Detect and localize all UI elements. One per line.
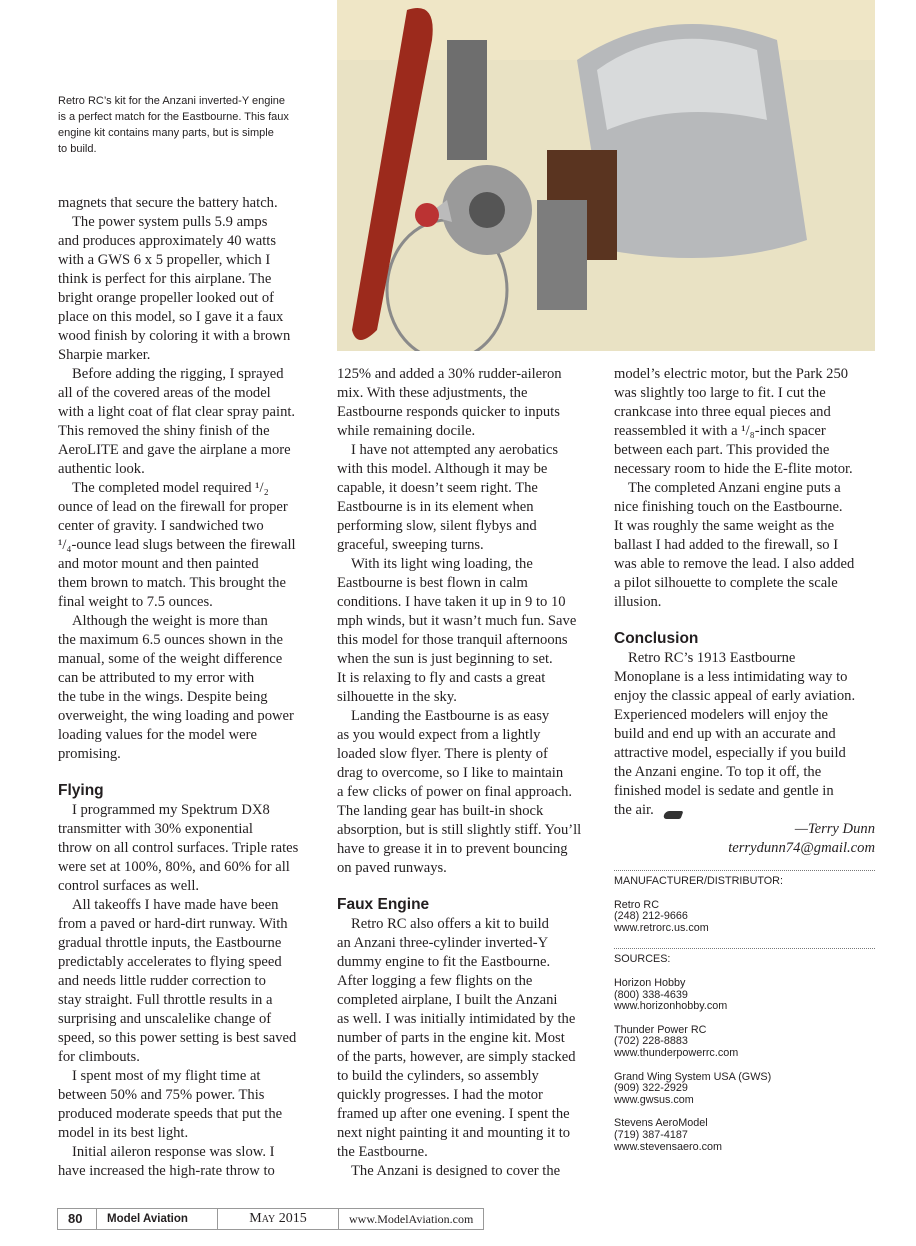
- page-footer: [57, 1208, 484, 1230]
- section-heading-faux-engine: Faux Engine: [337, 896, 430, 913]
- paragraph: Retro RC also offers a kit to build an Anzani three-cylinder inverted-Y dummy engine to fit the Eastbourne. After logging a few flights on the completed airplane, I built the Anzani as well. I was initially intimidated by the number of parts in the engine kit. Most of the parts, however, are simply stacked to build the cylinders, so assembly quickly progresses. I had the motor framed up after one evening. I spent the next night painting it and mounting it to the Eastbourne.: [337, 916, 576, 1160]
- page-number: 80: [58, 1209, 97, 1229]
- paragraph: I spent most of my flight time at between 50% and 75% power. This produced moderate speeds that put the model in its best light.: [58, 1068, 283, 1141]
- photo-caption: Retro RC’s kit for the Anzani inverted-Y engine is a perfect match for the Eastbourne. This faux engine kit contains many parts, but is simple to build.: [58, 95, 289, 155]
- paragraph: magnets that secure the battery hatch.: [58, 195, 278, 211]
- manufacturer-heading: MANUFACTURER/DISTRIBUTOR:: [614, 875, 783, 887]
- divider: [614, 870, 875, 871]
- paragraph: Before adding the rigging, I sprayed all of the covered areas of the model with a light coat of flat clear spray paint. This removed the shiny finish of the AeroLITE and gave the airplane a more authentic look.: [58, 366, 296, 477]
- author-name: —Terry Dunn: [794, 821, 875, 837]
- paragraph: 125% and added a 30% rudder-aileron mix. With these adjustments, the Eastbourne responds quicker to inputs while remaining docile.: [337, 366, 562, 439]
- paragraph: The power system pulls 5.9 amps and produces approximately 40 watts with a GWS 6 x 5 propeller, which I think is perfect for this airplane. The bright orange propeller looked out of place on this model, so I gave it a faux wood finish by coloring it with a brown Sharpie marker.: [58, 214, 291, 363]
- paragraph: Initial aileron response was slow. I have increased the high-rate throw to: [58, 1144, 275, 1179]
- end-mark-airplane-icon: [663, 811, 684, 819]
- issue-date: May 2015: [218, 1209, 339, 1229]
- paragraph: Although the weight is more than the maximum 6.5 ounces shown in the manual, some of the weight difference can be attributed to my error with the tube in the wings. Despite being overweight, the wing loading and power loading values for the model were promising.: [58, 613, 294, 762]
- article-column-2: [337, 365, 595, 1181]
- source-entry: Grand Wing System USA (GWS) (909) 322-2929 www.gwsus.com: [614, 1070, 772, 1106]
- manufacturer-entry: Retro RC (248) 212-9666 www.retrorc.us.com: [614, 898, 709, 934]
- divider: [614, 948, 875, 949]
- source-entry: Horizon Hobby (800) 338-4639 www.horizonhobby.com: [614, 976, 728, 1013]
- paragraph: I have not attempted any aerobatics with this model. Although it may be capable, it doesn’t seem right. The Eastbourne is in its element when performing slow, silent flybys and graceful, sweeping turns.: [337, 442, 559, 553]
- paragraph: The Anzani is designed to cover the: [351, 1163, 561, 1179]
- author-email[interactable]: terrydunn74@gmail.com: [728, 840, 875, 856]
- website-link[interactable]: www.ModelAviation.com: [349, 1212, 474, 1226]
- paragraph: With its light wing loading, the Eastbourne is best flown in calm conditions. I have taken it up in 9 to 10 mph winds, but it wasn’t much fun. Save this model for those tranquil afternoons when the sun is just beginning to set. It is relaxing to fly and casts a great silhouette in the sky.: [337, 556, 577, 705]
- anzani-engine-illustration: [337, 0, 875, 351]
- engine-photo: [337, 0, 875, 351]
- paragraph: The completed Anzani engine puts a nice finishing touch on the Eastbourne. It was roughly the same weight as the ballast I had added to the firewall, so I was able to remove the lead. I also added a pilot silhouette to complete the scale illusion.: [614, 480, 855, 610]
- section-heading-flying: Flying: [58, 782, 104, 799]
- article-column-1: [58, 194, 314, 1181]
- paragraph: model’s electric motor, but the Park 250 was slightly too large to fit. I cut the crankcase into three equal pieces and reassembled it with a ¹/₈-inch spacer between each part. This provided the necessary room to hide the E-flite motor.: [614, 366, 853, 477]
- sources-heading: SOURCES:: [614, 953, 671, 966]
- paragraph: The completed model required ¹/₂ ounce of lead on the firewall for proper center of gravity. I sandwiched two ¹/₄-ounce lead slugs between the firewall and motor mount and then painted them brown to match. This brought the final weight to 7.5 ounces.: [58, 480, 296, 610]
- magazine-name: Model Aviation: [97, 1209, 218, 1229]
- paragraph: Landing the Eastbourne is as easy as you would expect from a lightly loaded slow flyer. There is plenty of drag to overcome, so I like to maintain a few clicks of power on final approach. The landing gear has built-in shock absorption, but is still slightly stiff. You’ll have to grease it in to prevent bouncing on paved runways.: [337, 708, 582, 876]
- section-heading-conclusion: Conclusion: [614, 630, 699, 647]
- paragraph: All takeoffs I have made have been from a paved or hard-dirt runway. With gradual throttle inputs, the Eastbourne predictably accelerates to flying speed and needs little rudder correction to stay straight. Full throttle results in a surprising and unscalelike change of speed, so this power setting is best saved for climbouts.: [58, 897, 297, 1065]
- paragraph: Retro RC’s 1913 Eastbourne Monoplane is a less intimidating way to enjoy the classic appeal of early aviation. Experienced modelers will enjoy the build and end up with an accurate and attractive model, especially if you build the Anzani engine. To top it off, the finished model is sedate and gentle in the air.: [614, 650, 856, 818]
- article-column-3: [614, 365, 875, 858]
- source-entry: Stevens AeroModel (719) 387-4187 www.stevensaero.com: [614, 1117, 723, 1153]
- source-entry: Thunder Power RC (702) 228-8883 www.thunderpowerrc.com: [614, 1023, 739, 1059]
- sources-sidebar: [614, 870, 875, 1153]
- paragraph: I programmed my Spektrum DX8 transmitter with 30% exponential throw on all control surfaces. Triple rates were set at 100%, 80%, and 60% for all control surfaces as well.: [58, 802, 299, 894]
